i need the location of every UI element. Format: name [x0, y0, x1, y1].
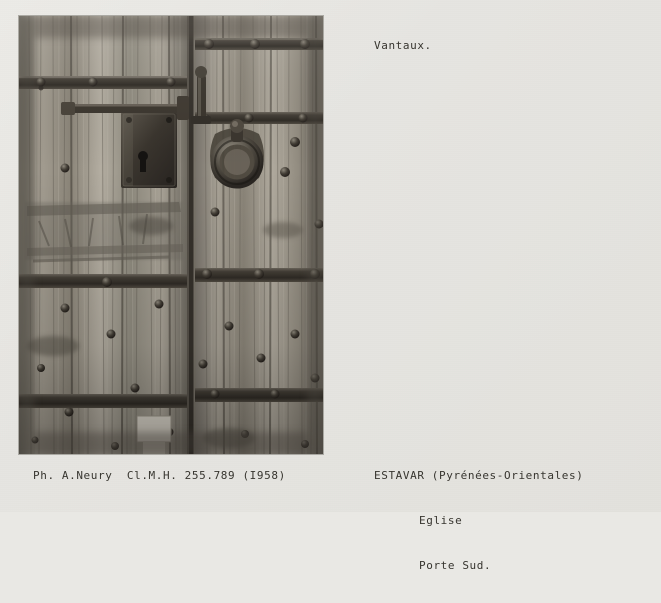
caption-location-block [374, 438, 583, 603]
door-photo-image [19, 16, 323, 454]
photograph [19, 16, 323, 454]
caption-location-town: ESTAVAR (Pyrénées-Orientales) [374, 469, 584, 482]
caption-location-building: Eglise [419, 514, 463, 527]
caption-location-detail: Porte Sud. [419, 559, 492, 572]
caption-photographer-credit: Ph. A.Neury Cl.M.H. 255.789 (I958) [33, 469, 286, 482]
caption-subject: Vantaux. [374, 39, 432, 52]
